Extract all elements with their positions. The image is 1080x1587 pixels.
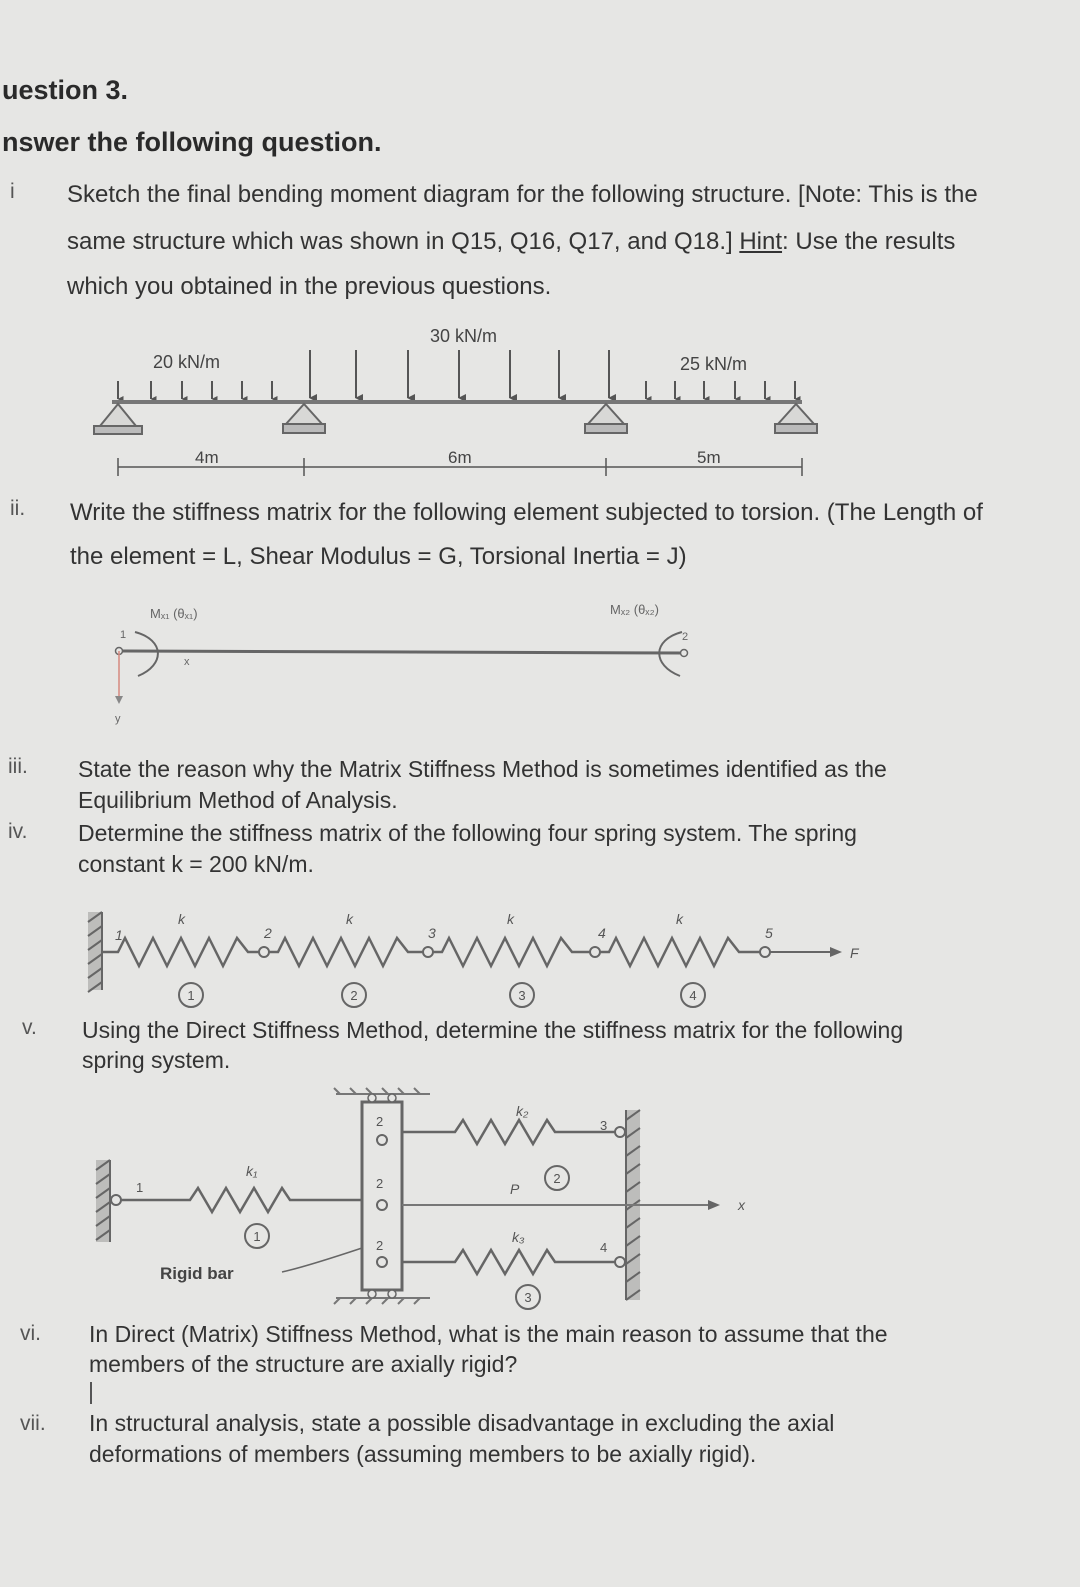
node-3: [615, 1127, 625, 1137]
node-label-2: 2: [376, 1114, 384, 1129]
element-label: 2: [350, 988, 358, 1003]
x-axis-label: x: [738, 1197, 745, 1213]
element-label: 3: [518, 988, 526, 1003]
element-label-1: 1: [253, 1229, 261, 1244]
node-label: 2: [264, 925, 272, 941]
hint-label: Hint: [739, 228, 783, 255]
span-label-1: 4m: [195, 448, 219, 467]
load-label-left: 20 kN/m: [153, 352, 221, 372]
node-2: [377, 1257, 387, 1267]
question-text-segment: constant k = 200 kN/m.: [78, 851, 314, 877]
node-label-4: 4: [600, 1240, 608, 1255]
question-text-line: Sketch the final bending moment diagram for the following structure. [Note: This is the: [67, 181, 978, 208]
element-label-3: 3: [524, 1290, 532, 1305]
question-text-line: In structural analysis, state a possible disadvantage in excluding the axial: [89, 1410, 835, 1436]
instruction-heading: nswer the following question.: [2, 127, 382, 157]
spring-constant-label: k: [178, 911, 185, 927]
load-label-mid: 30 kN/m: [430, 326, 498, 346]
torque-label-1: Mₓ₁ (θₓ₁): [150, 606, 198, 621]
y-axis-label: y: [115, 713, 121, 725]
top-guide: [334, 1088, 430, 1094]
node-label-1: 1: [120, 629, 127, 641]
span-label-2: 6m: [448, 448, 472, 467]
question-text-line: the element = L, Shear Modulus = G, Torsional Inertia = J): [70, 543, 687, 570]
text-cursor: [90, 1382, 92, 1404]
rigid-bar-leader: [282, 1248, 362, 1272]
question-text-segment: : Use the results: [782, 228, 956, 255]
question-number: vi.: [20, 1322, 41, 1345]
question-text-line: In Direct (Matrix) Stiffness Method, what is the main reason to assume that the: [89, 1321, 888, 1347]
spring-constant-label: k: [507, 911, 514, 927]
spring-constant-k3: k₃: [512, 1229, 525, 1245]
question-title: uestion 3.: [2, 75, 129, 105]
left-wall: [96, 1160, 110, 1242]
node-2: [377, 1135, 387, 1145]
question-text-line: State the reason why the Matrix Stiffness Method is sometimes identified as the: [78, 756, 887, 782]
element-label: 1: [187, 988, 195, 1003]
node-label-2: 2: [376, 1176, 384, 1191]
node-4: [615, 1257, 625, 1267]
spring-k1: [110, 1188, 362, 1212]
question-text-line: which you obtained in the previous questions.: [67, 273, 552, 300]
spring-k2: [402, 1120, 620, 1144]
node-label-2: 2: [376, 1238, 384, 1253]
load-label-right: 25 kN/m: [680, 354, 748, 374]
spring-constant-k1: k₁: [246, 1163, 258, 1179]
x-axis-label: x: [184, 656, 190, 668]
node-label-3: 3: [600, 1118, 608, 1133]
question-number: vii.: [20, 1412, 46, 1435]
node-label: 4: [598, 925, 606, 941]
node-label-1: 1: [136, 1180, 144, 1195]
span-label-3: 5m: [697, 448, 721, 467]
spring-k3: [402, 1250, 620, 1274]
question-text-line: members of the structure are axially rigid?: [89, 1351, 518, 1377]
question-number: iii.: [8, 755, 28, 778]
rigid-bar-label: Rigid bar: [160, 1264, 234, 1283]
node-label: 3: [428, 925, 436, 941]
question-text-line: Using the Direct Stiffness Method, determine the stiffness matrix for the following: [82, 1017, 904, 1043]
question-number: i: [10, 180, 15, 203]
node-1: [111, 1195, 121, 1205]
spring-constant-k2: k₂: [516, 1103, 529, 1119]
force-label: F: [850, 945, 859, 961]
question-text-segment: same structure which was shown in Q15, Q16, Q17, and Q18.]: [67, 228, 733, 255]
node-label: 1: [115, 927, 123, 943]
question-text-line: deformations of members (assuming members to be axially rigid).: [89, 1441, 757, 1467]
node-label: 5: [765, 925, 773, 941]
element-label-2: 2: [553, 1171, 561, 1186]
spring-constant-label: k: [346, 911, 353, 927]
x-axis-arrow: [708, 1200, 720, 1210]
node-label-2: 2: [682, 631, 689, 643]
question-text-line: spring system.: [82, 1047, 231, 1073]
question-text-line: Equilibrium Method of Analysis.: [78, 787, 398, 813]
bottom-guide: [334, 1298, 430, 1304]
node-2: [377, 1200, 387, 1210]
spring-constant-label: k: [676, 911, 683, 927]
question-number: v.: [22, 1016, 37, 1039]
load-label: P: [510, 1181, 520, 1197]
question-number: ii.: [10, 497, 26, 520]
torque-label-2: Mₓ₂ (θₓ₂): [610, 602, 659, 617]
question-number: iv.: [8, 820, 28, 843]
question-text-line: Determine the stiffness matrix of the following four spring system. The spring: [78, 820, 857, 846]
question-text-line: Write the stiffness matrix for the following element subjected to torsion. (The Length of: [70, 499, 983, 526]
element-label: 4: [689, 988, 697, 1003]
